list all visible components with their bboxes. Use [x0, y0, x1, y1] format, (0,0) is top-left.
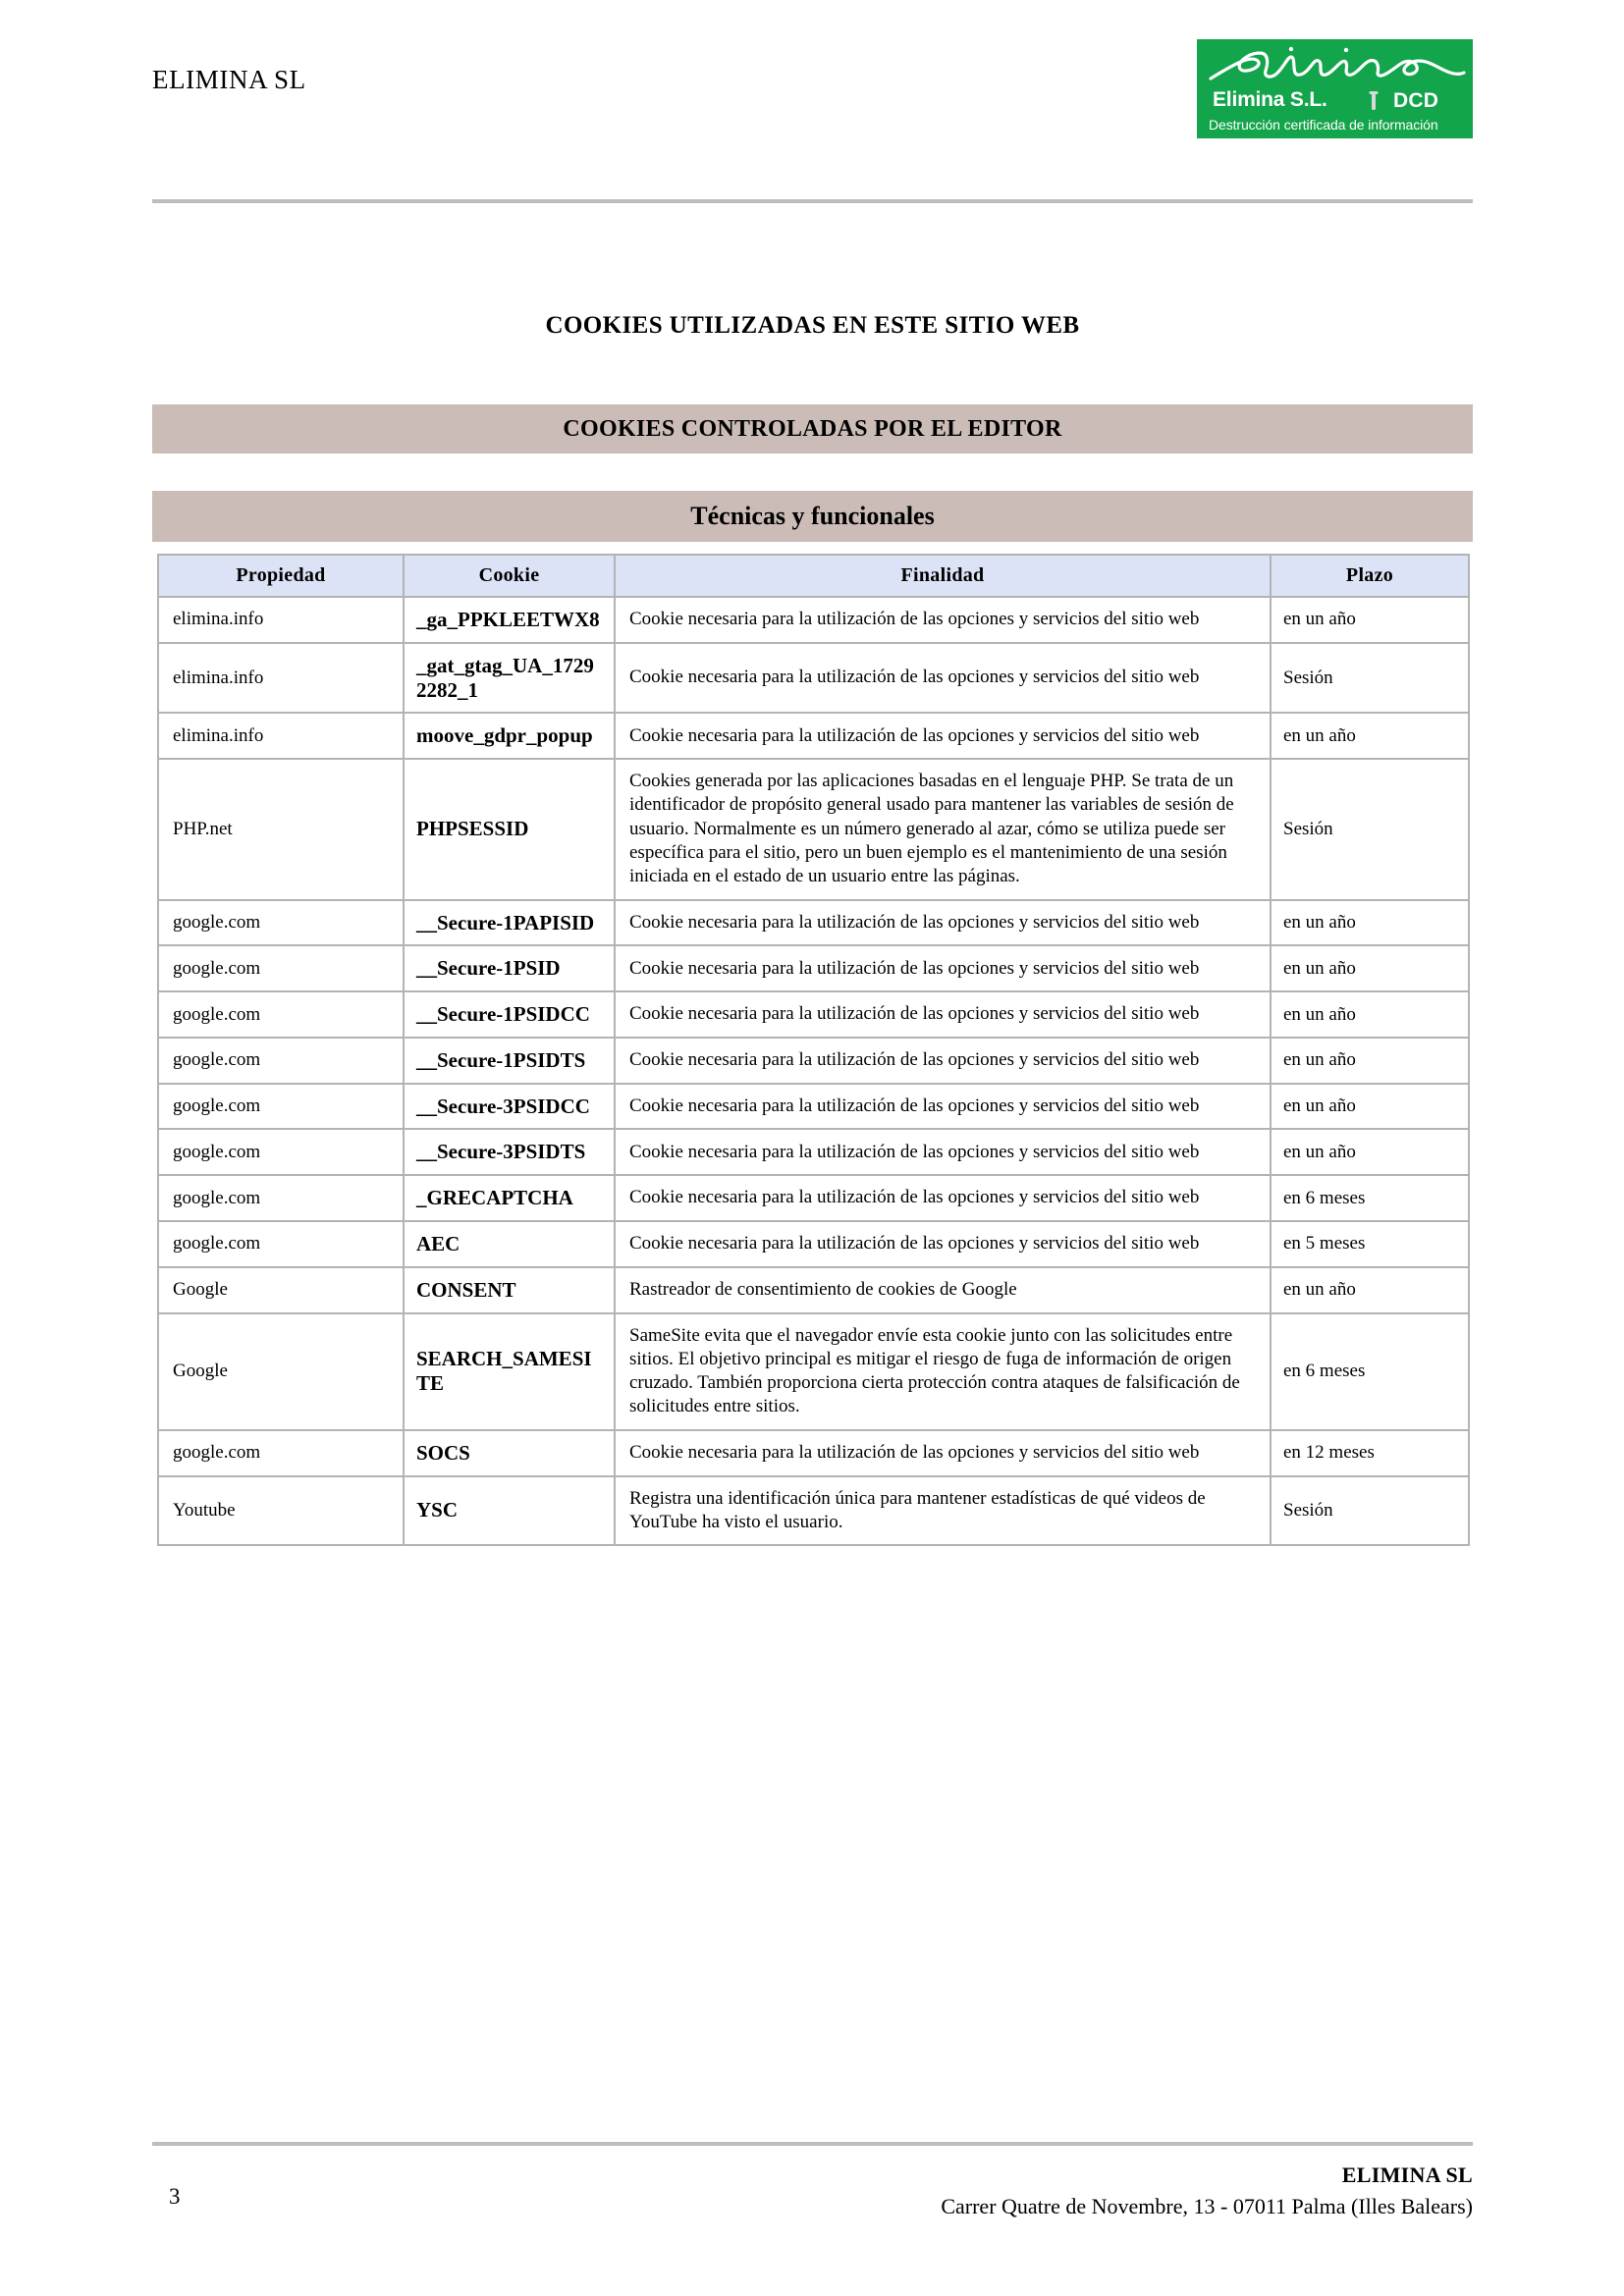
cell-cookie: __Secure-1PSID [404, 945, 615, 991]
elimina-logo [1197, 39, 1473, 138]
cookies-table [157, 554, 1470, 1546]
cell-propiedad: elimina.info [158, 597, 404, 643]
cell-propiedad: google.com [158, 991, 404, 1038]
cell-cookie: PHPSESSID [404, 759, 615, 900]
cell-plazo: en un año [1271, 1267, 1469, 1313]
cell-finalidad: Cookie necesaria para la utilización de las opciones y servicios del sitio web [615, 1084, 1271, 1130]
cell-finalidad: Cookie necesaria para la utilización de las opciones y servicios del sitio web [615, 1129, 1271, 1175]
cell-finalidad: Cookies generada por las aplicaciones basadas en el lenguaje PHP. Se trata de un identificador de propósito general usado para mantener las variables de sesión de usuario. Normalmente es un número generado al azar, cómo se utiliza puede ser específica para el sitio, pero un buen ejemplo es el mantenimiento de una sesión iniciada en el estado de un usuario entre las páginas. [615, 759, 1271, 900]
table-row [158, 759, 1469, 900]
section-band-editor: COOKIES CONTROLADAS POR EL EDITOR [152, 404, 1473, 454]
cell-plazo: en 6 meses [1271, 1175, 1469, 1221]
table-row [158, 945, 1469, 991]
header-company-name: ELIMINA SL [152, 65, 306, 94]
table-row [158, 597, 1469, 643]
cell-cookie: moove_gdpr_popup [404, 713, 615, 759]
column-header-propiedad: Propiedad [158, 555, 404, 597]
dcd-mark-icon [1358, 86, 1389, 116]
cell-propiedad: elimina.info [158, 643, 404, 714]
cell-propiedad: PHP.net [158, 759, 404, 900]
cell-finalidad: SameSite evita que el navegador envíe esta cookie junto con las solicitudes entre sitios. El objetivo principal es mitigar el riesgo de fuga de información de origen cruzado. También proporciona cierta protección contra ataques de falsificación de solicitudes entre sitios. [615, 1313, 1271, 1430]
cell-plazo: en un año [1271, 1038, 1469, 1084]
cell-finalidad: Cookie necesaria para la utilización de las opciones y servicios del sitio web [615, 713, 1271, 759]
cell-propiedad: google.com [158, 945, 404, 991]
cell-cookie: CONSENT [404, 1267, 615, 1313]
cell-finalidad: Registra una identificación única para mantener estadísticas de qué videos de YouTube ha visto el usuario. [615, 1476, 1271, 1546]
cell-propiedad: google.com [158, 1175, 404, 1221]
table-row [158, 991, 1469, 1038]
cell-plazo: en un año [1271, 1129, 1469, 1175]
cell-propiedad: Google [158, 1313, 404, 1430]
table-header-row [158, 555, 1469, 597]
cell-plazo: en un año [1271, 900, 1469, 946]
table-row [158, 900, 1469, 946]
cell-propiedad: google.com [158, 1084, 404, 1130]
table-row [158, 1430, 1469, 1476]
cell-finalidad: Cookie necesaria para la utilización de las opciones y servicios del sitio web [615, 991, 1271, 1038]
cell-plazo: en un año [1271, 945, 1469, 991]
table-row [158, 1129, 1469, 1175]
cell-cookie: _gat_gtag_UA_17292282_1 [404, 643, 615, 714]
cell-cookie: YSC [404, 1476, 615, 1546]
table-row [158, 1313, 1469, 1430]
table-row [158, 1084, 1469, 1130]
cell-cookie: SOCS [404, 1430, 615, 1476]
logo-dcd-text: DCD [1393, 89, 1439, 112]
section-band-category: Técnicas y funcionales [152, 491, 1473, 542]
cell-cookie: __Secure-1PSIDCC [404, 991, 615, 1038]
cell-plazo: en 5 meses [1271, 1221, 1469, 1267]
cell-finalidad: Cookie necesaria para la utilización de las opciones y servicios del sitio web [615, 597, 1271, 643]
column-header-plazo: Plazo [1271, 555, 1469, 597]
cell-finalidad: Rastreador de consentimiento de cookies de Google [615, 1267, 1271, 1313]
cell-propiedad: google.com [158, 1430, 404, 1476]
column-header-cookie: Cookie [404, 555, 615, 597]
cell-plazo: Sesión [1271, 643, 1469, 714]
elimina-script-icon [1197, 41, 1473, 90]
cell-propiedad: google.com [158, 1221, 404, 1267]
footer-address: Carrer Quatre de Novembre, 13 - 07011 Palma (Illes Balears) [941, 2193, 1473, 2218]
cell-plazo: Sesión [1271, 759, 1469, 900]
cell-cookie: _GRECAPTCHA [404, 1175, 615, 1221]
logo-company-name: Elimina S.L. [1213, 88, 1327, 111]
table-row [158, 1221, 1469, 1267]
cell-plazo: Sesión [1271, 1476, 1469, 1546]
cell-propiedad: google.com [158, 900, 404, 946]
cell-propiedad: google.com [158, 1129, 404, 1175]
page-header [152, 39, 1473, 201]
cell-propiedad: Google [158, 1267, 404, 1313]
cell-cookie: AEC [404, 1221, 615, 1267]
cell-plazo: en un año [1271, 713, 1469, 759]
cell-propiedad: elimina.info [158, 713, 404, 759]
cell-plazo: en 12 meses [1271, 1430, 1469, 1476]
footer-info [152, 2160, 1473, 2222]
cell-cookie: _ga_PPKLEETWX8 [404, 597, 615, 643]
footer-company-name: ELIMINA SL [1341, 2163, 1473, 2187]
cell-finalidad: Cookie necesaria para la utilización de las opciones y servicios del sitio web [615, 1038, 1271, 1084]
cell-cookie: __Secure-3PSIDTS [404, 1129, 615, 1175]
cell-propiedad: Youtube [158, 1476, 404, 1546]
cell-finalidad: Cookie necesaria para la utilización de las opciones y servicios del sitio web [615, 1430, 1271, 1476]
table-row [158, 1267, 1469, 1313]
header-divider [152, 199, 1473, 203]
footer-divider [152, 2142, 1473, 2146]
cell-plazo: en un año [1271, 991, 1469, 1038]
table-row [158, 1476, 1469, 1546]
cell-cookie: __Secure-3PSIDCC [404, 1084, 615, 1130]
cell-cookie: __Secure-1PSIDTS [404, 1038, 615, 1084]
logo-tagline: Destrucción certificada de información [1209, 117, 1438, 133]
cell-finalidad: Cookie necesaria para la utilización de las opciones y servicios del sitio web [615, 1221, 1271, 1267]
table-row [158, 713, 1469, 759]
cell-finalidad: Cookie necesaria para la utilización de las opciones y servicios del sitio web [615, 1175, 1271, 1221]
document-title: COOKIES UTILIZADAS EN ESTE SITIO WEB [545, 312, 1080, 339]
table-row [158, 643, 1469, 714]
column-header-finalidad: Finalidad [615, 555, 1271, 597]
cell-finalidad: Cookie necesaria para la utilización de las opciones y servicios del sitio web [615, 945, 1271, 991]
table-head [158, 555, 1469, 597]
page-number: 3 [169, 2184, 181, 2209]
cell-propiedad: google.com [158, 1038, 404, 1084]
table-row [158, 1038, 1469, 1084]
cell-plazo: en 6 meses [1271, 1313, 1469, 1430]
cell-plazo: en un año [1271, 1084, 1469, 1130]
cell-cookie: __Secure-1PAPISID [404, 900, 615, 946]
cell-cookie: SEARCH_SAMESITE [404, 1313, 615, 1430]
cell-finalidad: Cookie necesaria para la utilización de las opciones y servicios del sitio web [615, 900, 1271, 946]
cell-plazo: en un año [1271, 597, 1469, 643]
table-body [158, 597, 1469, 1545]
cell-finalidad: Cookie necesaria para la utilización de las opciones y servicios del sitio web [615, 643, 1271, 714]
table-row [158, 1175, 1469, 1221]
